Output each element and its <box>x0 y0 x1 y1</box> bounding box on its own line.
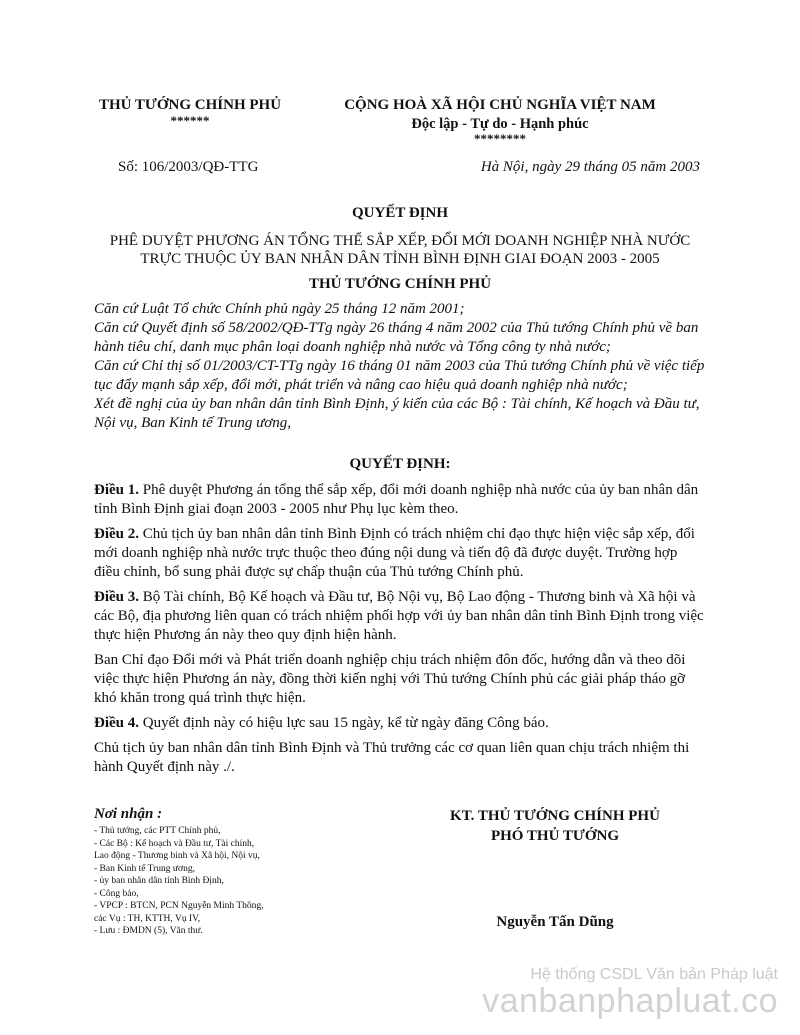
signature-title: PHÓ THỦ TƯỚNG <box>490 828 620 844</box>
recipient-item: - Thủ tướng, các PTT Chính phủ, <box>94 826 221 836</box>
basis-item: Căn cứ Chỉ thị số 01/2003/CT-TTg ngày 16 tháng 01 năm 2003 của Thủ tướng Chính phủ về việc tiếp tục đẩy mạnh sắp xếp, đổi mới, phát triển và nâng cao hiệu quả doanh nghiệp nhà nước; <box>94 358 705 393</box>
articles <box>94 481 706 783</box>
recipient-item: các Vụ : TH, KTTH, Vụ IV, <box>94 913 201 924</box>
national-stars: ******** <box>474 131 526 146</box>
issuer-stars: ****** <box>170 113 210 128</box>
article-label: Điều 2. <box>94 526 139 542</box>
document-number: Số: 106/2003/QĐ-TTG <box>118 159 259 175</box>
signature-authority: KT. THỦ TƯỚNG CHÍNH PHỦ <box>450 808 660 824</box>
article-text: Ban Chỉ đạo Đổi mới và Phát triển doanh nghiệp chịu trách nhiệm đôn đốc, hướng dẫn và theo dõi việc thực hiện Phương án này, đồng thời kiến nghị với Thủ tướng Chính phủ các giải pháp tháo gỡ khó khăn trong quá trình thực hiện. <box>94 652 686 706</box>
article-text: Bộ Tài chính, Bộ Kế hoạch và Đầu tư, Bộ Nội vụ, Bộ Lao động - Thương binh và Xã hội và các Bộ, địa phương liên quan có trách nhiệm phối hợp với ủy ban nhân dân tỉnh Bình Định trong việc thực hiện Phương án này theo quy định hiện hành. <box>94 589 704 643</box>
article-text: Chủ tịch ủy ban nhân dân tỉnh Bình Định và Thủ trưởng các cơ quan liên quan chịu trách nhiệm thi hành Quyết định này ./. <box>94 740 690 775</box>
article-text: Quyết định này có hiệu lực sau 15 ngày, kể từ ngày đăng Công báo. <box>139 715 549 731</box>
signature-block <box>405 806 705 846</box>
recipients-block <box>94 806 354 938</box>
article-label: Điều 3. <box>94 589 139 605</box>
recipient-item: - Các Bộ : Kế hoạch và Đầu tư, Tài chính, <box>94 838 255 849</box>
document-date: Hà Nội, ngày 29 tháng 05 năm 2003 <box>480 159 700 175</box>
watermark-line-2: vanbanphapluat.co <box>482 982 778 1020</box>
national-header <box>325 96 675 145</box>
document-title: QUYẾT ĐỊNH <box>352 205 448 221</box>
basis-item: Căn cứ Quyết định số 58/2002/QĐ-TTg ngày 26 tháng 4 năm 2002 của Thủ tướng Chính phủ về ban hành tiêu chí, danh mục phân loại doanh nghiệp nhà nước và Tổng công ty nhà nước; <box>94 320 699 355</box>
national-motto: Độc lập - Tự do - Hạnh phúc <box>411 116 589 132</box>
decision-heading: QUYẾT ĐỊNH: <box>349 456 451 472</box>
subtitle-line-1: PHÊ DUYỆT PHƯƠNG ÁN TỔNG THỂ SẮP XẾP, ĐỔI MỚI DOANH NGHIỆP NHÀ NƯỚC <box>109 233 691 249</box>
article-4 <box>94 714 706 733</box>
recipient-item: - VPCP : BTCN, PCN Nguyễn Minh Thông, <box>94 901 264 911</box>
article-label: Điều 1. <box>94 482 139 498</box>
article-4-paragraph <box>94 739 706 777</box>
document-author: THỦ TƯỚNG CHÍNH PHỦ <box>308 276 492 292</box>
article-2 <box>94 525 706 582</box>
issuer-name: THỦ TƯỚNG CHÍNH PHỦ <box>98 97 282 113</box>
recipient-item: Lao động - Thương binh và Xã hội, Nội vụ, <box>94 851 260 861</box>
article-3-paragraph <box>94 651 706 708</box>
subtitle-line-2: TRỰC THUỘC ỦY BAN NHÂN DÂN TỈNH BÌNH ĐỊNH GIAI ĐOẠN 2003 - 2005 <box>140 251 660 267</box>
article-3 <box>94 588 706 645</box>
article-1 <box>94 481 706 519</box>
basis-item: Xét đề nghị của ủy ban nhân dân tỉnh Bình Định, ý kiến của các Bộ : Tài chính, Kế hoạch và Đầu tư, Nội vụ, Ban Kinh tế Trung ương, <box>94 396 700 431</box>
article-text: Chủ tịch ủy ban nhân dân tỉnh Bình Định có trách nhiệm chỉ đạo thực hiện việc sắp xếp, đổi mới doanh nghiệp nhà nước trực thuộc theo đúng nội dung và tiến độ đã được duyệt. Trường hợp điều chỉnh, bổ sung phải được sự chấp thuận của Thủ tướng Chính phủ. <box>94 526 695 580</box>
recipient-item: - Ban Kinh tế Trung ương, <box>94 863 195 874</box>
signer-name: Nguyễn Tấn Dũng <box>496 914 614 930</box>
recipient-item: - Công báo, <box>94 888 139 899</box>
recipient-item: - Lưu : ĐMDN (5), Văn thư. <box>94 926 203 936</box>
recipients-title: Nơi nhận : <box>94 806 163 822</box>
watermark-line-1: Hệ thống CSDL Văn bản Pháp luật <box>530 966 778 983</box>
document-subtitle <box>60 232 740 268</box>
article-label: Điều 4. <box>94 715 139 731</box>
basis-item: Căn cứ Luật Tổ chức Chính phủ ngày 25 tháng 12 năm 2001; <box>94 301 465 317</box>
issuer-header <box>80 96 300 127</box>
national-title: CỘNG HOÀ XÃ HỘI CHỦ NGHĨA VIỆT NAM <box>344 97 656 113</box>
recipient-item: - ủy ban nhân dân tỉnh Bình Định, <box>94 876 224 886</box>
article-text: Phê duyệt Phương án tổng thể sắp xếp, đổi mới doanh nghiệp nhà nước của ủy ban nhân dân tỉnh Bình Định giai đoạn 2003 - 2005 như Phụ lục kèm theo. <box>94 482 699 517</box>
legal-basis <box>94 300 706 433</box>
